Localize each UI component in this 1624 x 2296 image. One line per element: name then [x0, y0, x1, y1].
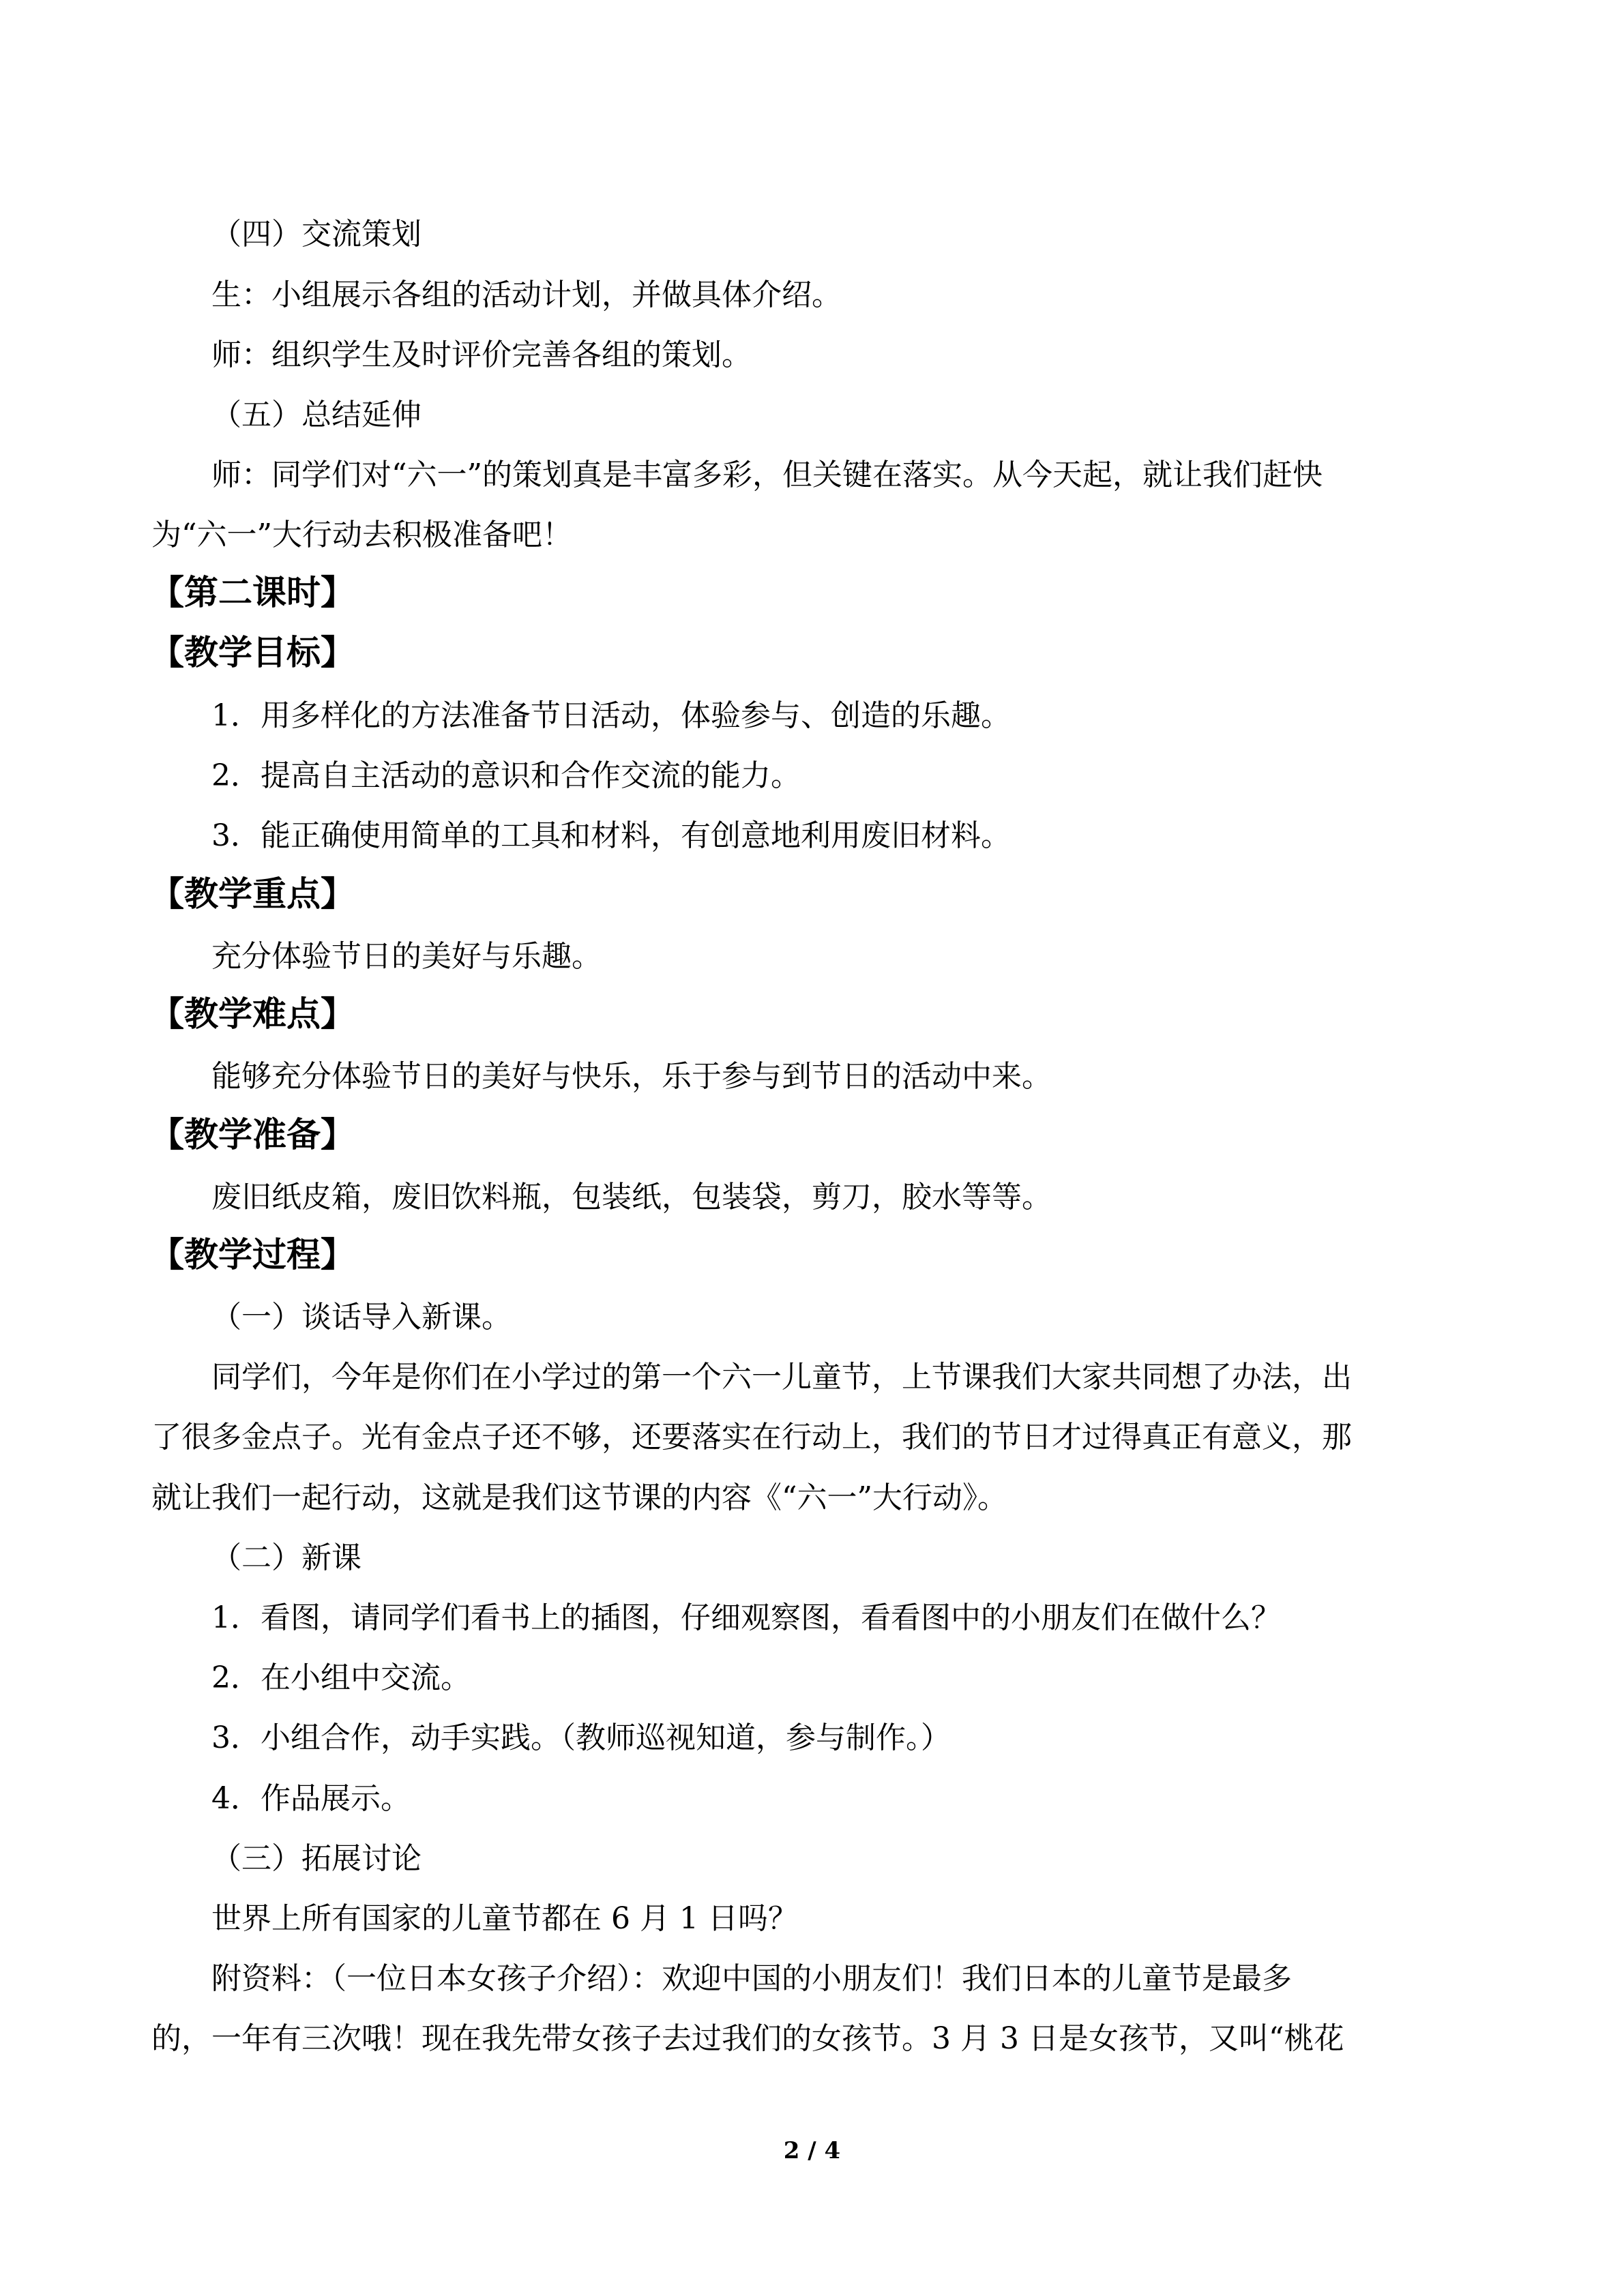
paragraph: 附资料：（一位日本女孩子介绍）：欢迎中国的小朋友们！我们日本的儿童节是最多	[211, 1961, 1292, 1996]
section-heading-objectives: 【教学目标】	[150, 633, 355, 672]
subsection-heading: （四）交流策划	[211, 217, 422, 252]
list-item: 1．看图，请同学们看书上的插图，仔细观察图，看看图中的小朋友们在做什么？	[211, 1600, 1281, 1635]
section-heading-lesson-two: 【第二课时】	[150, 573, 355, 612]
section-heading-key-points: 【教学重点】	[150, 874, 355, 914]
subsection-heading: （一）谈话导入新课。	[211, 1300, 512, 1335]
subsection-heading: （三）拓展讨论	[211, 1841, 422, 1876]
paragraph-continuation: 就让我们一起行动，这就是我们这节课的内容《“六一”大行动》。	[151, 1480, 1007, 1515]
paragraph: 废旧纸皮箱，废旧饮料瓶，包装纸，包装袋，剪刀，胶水等等。	[211, 1180, 1052, 1214]
section-heading-process: 【教学过程】	[150, 1235, 355, 1274]
list-item: 2．提高自主活动的意识和合作交流的能力。	[211, 758, 801, 793]
section-heading-preparation: 【教学准备】	[150, 1115, 355, 1154]
list-item: 3．小组合作，动手实践。（教师巡视知道，参与制作。）	[211, 1720, 951, 1755]
paragraph: 能够充分体验节日的美好与快乐，乐于参与到节日的活动中来。	[211, 1059, 1052, 1094]
paragraph: 充分体验节日的美好与乐趣。	[211, 939, 602, 974]
list-item: 3．能正确使用简单的工具和材料，有创意地利用废旧材料。	[211, 818, 1011, 853]
paragraph: 生：小组展示各组的活动计划，并做具体介绍。	[211, 278, 842, 312]
list-item: 1．用多样化的方法准备节日活动，体验参与、创造的乐趣。	[211, 698, 1011, 733]
subsection-heading: （二）新课	[211, 1540, 361, 1575]
section-heading-difficulties: 【教学难点】	[150, 994, 355, 1034]
paragraph-continuation: 了很多金点子。光有金点子还不够，还要落实在行动上，我们的节日才过得真正有意义，那	[151, 1420, 1352, 1455]
paragraph-continuation: 的，一年有三次哦！现在我先带女孩子去过我们的女孩节。3 月 3 日是女孩节，又叫“桃花	[151, 2021, 1344, 2056]
paragraph: 世界上所有国家的儿童节都在 6 月 1 日吗？	[211, 1901, 798, 1936]
paragraph: 师：组织学生及时评价完善各组的策划。	[211, 338, 752, 372]
subsection-heading: （五）总结延伸	[211, 398, 422, 432]
paragraph: 师：同学们对“六一”的策划真是丰富多彩，但关键在落实。从今天起，就让我们赶快	[211, 458, 1323, 492]
paragraph-continuation: 为“六一”大行动去积极准备吧！	[151, 518, 572, 552]
list-item: 4．作品展示。	[211, 1781, 411, 1816]
paragraph: 同学们，今年是你们在小学过的第一个六一儿童节，上节课我们大家共同想了办法，出	[211, 1360, 1352, 1395]
list-item: 2．在小组中交流。	[211, 1660, 471, 1695]
page-number: 2 / 4	[783, 2137, 841, 2164]
